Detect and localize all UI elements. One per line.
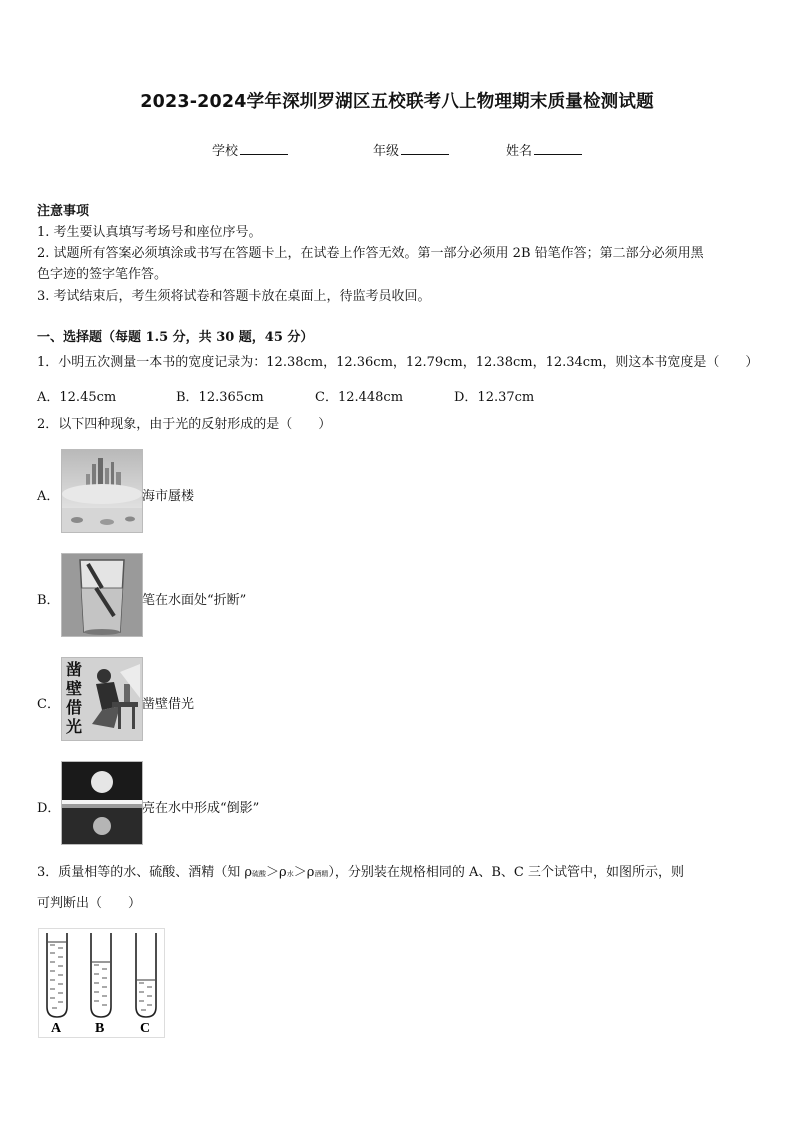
wall-light-char: 壁 bbox=[66, 679, 83, 698]
notice-item: 3. 考试结束后，考生须将试卷和答题卡放在桌面上，待监考员收回。 bbox=[37, 289, 431, 304]
mirage-image bbox=[61, 449, 143, 533]
notice-item: 色字迹的签字笔作答。 bbox=[37, 267, 168, 282]
q2-option-a-text[interactable]: 海市蜃楼 bbox=[142, 489, 195, 504]
name-label: 姓名 bbox=[506, 144, 533, 159]
q3-subscript: 硫酸 bbox=[252, 870, 267, 878]
q2-option-b-letter[interactable]: B． bbox=[37, 593, 60, 608]
q3-stem-part: 3．质量相等的水、硫酸、酒精（知 ρ bbox=[37, 865, 253, 880]
question-3-stem bbox=[37, 862, 762, 885]
grade-label: 年级 bbox=[373, 144, 400, 159]
q3-stem-part: ＞ρ bbox=[266, 865, 287, 880]
notice-heading: 注意事项 bbox=[37, 204, 90, 219]
q2-option-d-letter[interactable]: D． bbox=[37, 801, 61, 816]
name-blank[interactable] bbox=[534, 142, 582, 155]
page-title: 2023-2024学年深圳罗湖区五校联考八上物理期末质量检测试题 bbox=[140, 92, 654, 112]
q2-option-b-text[interactable]: 笔在水面处“折断” bbox=[142, 593, 247, 608]
grade-field[interactable] bbox=[373, 140, 449, 159]
q3-stem-part: ＞ρ bbox=[293, 865, 315, 880]
q2-option-c-letter[interactable]: C． bbox=[37, 697, 60, 712]
q2-option-d-text[interactable]: 亮在水中形成“倒影” bbox=[142, 801, 260, 816]
section-heading: 一、选择题（每题 1.5 分，共 30 题，45 分） bbox=[37, 330, 314, 345]
wall-light-char: 借 bbox=[66, 698, 83, 717]
school-blank[interactable] bbox=[240, 142, 288, 155]
q1-option-c[interactable]: C．12.448cm bbox=[315, 390, 404, 405]
q2-option-c-text[interactable]: 凿壁借光 bbox=[142, 697, 195, 712]
notice-item: 2. 试题所有答案必须填涂或书写在答题卡上，在试卷上作答无效。第一部分必须用 2B 铅笔作答；第二部分必须用黑 bbox=[37, 246, 704, 261]
question-2-stem: 2．以下四种现象，由于光的反射形成的是（ ） bbox=[37, 417, 332, 432]
grade-blank[interactable] bbox=[401, 142, 449, 155]
q3-stem-part: ），分别装在规格相同的 A、B、C 三个试管中，如图所示，则 bbox=[328, 865, 685, 880]
question-1-stem: 1．小明五次测量一本书的宽度记录为：12.38cm，12.36cm，12.79cm，12.38cm，12.34cm，则这本书宽度是（ ） bbox=[37, 355, 759, 370]
q1-option-d[interactable]: D．12.37cm bbox=[454, 390, 535, 405]
name-field[interactable] bbox=[506, 140, 582, 159]
q3-subscript: 酒精 bbox=[314, 870, 329, 878]
question-3-stem-line2: 可判断出（ ） bbox=[37, 896, 142, 911]
wall-light-char: 凿 bbox=[66, 660, 83, 679]
q2-option-a-letter[interactable]: A． bbox=[37, 489, 60, 504]
wall-light-char: 光 bbox=[66, 717, 83, 736]
wall-light-image bbox=[61, 657, 143, 741]
school-label: 学校 bbox=[212, 144, 239, 159]
notice-item: 1. 考生要认真填写考场号和座位序号。 bbox=[37, 225, 262, 240]
school-field[interactable] bbox=[212, 140, 288, 159]
pencil-in-water-image bbox=[61, 553, 143, 637]
moon-reflection-image bbox=[61, 761, 143, 845]
q1-option-b[interactable]: B．12.365cm bbox=[176, 390, 264, 405]
tube-label-c: C bbox=[140, 1021, 151, 1036]
test-tubes-figure bbox=[38, 928, 165, 1038]
q1-option-a[interactable]: A．12.45cm bbox=[37, 390, 117, 405]
tube-label-a: A bbox=[51, 1021, 62, 1036]
q3-subscript: 水 bbox=[286, 870, 294, 878]
tube-label-b: B bbox=[95, 1021, 105, 1036]
